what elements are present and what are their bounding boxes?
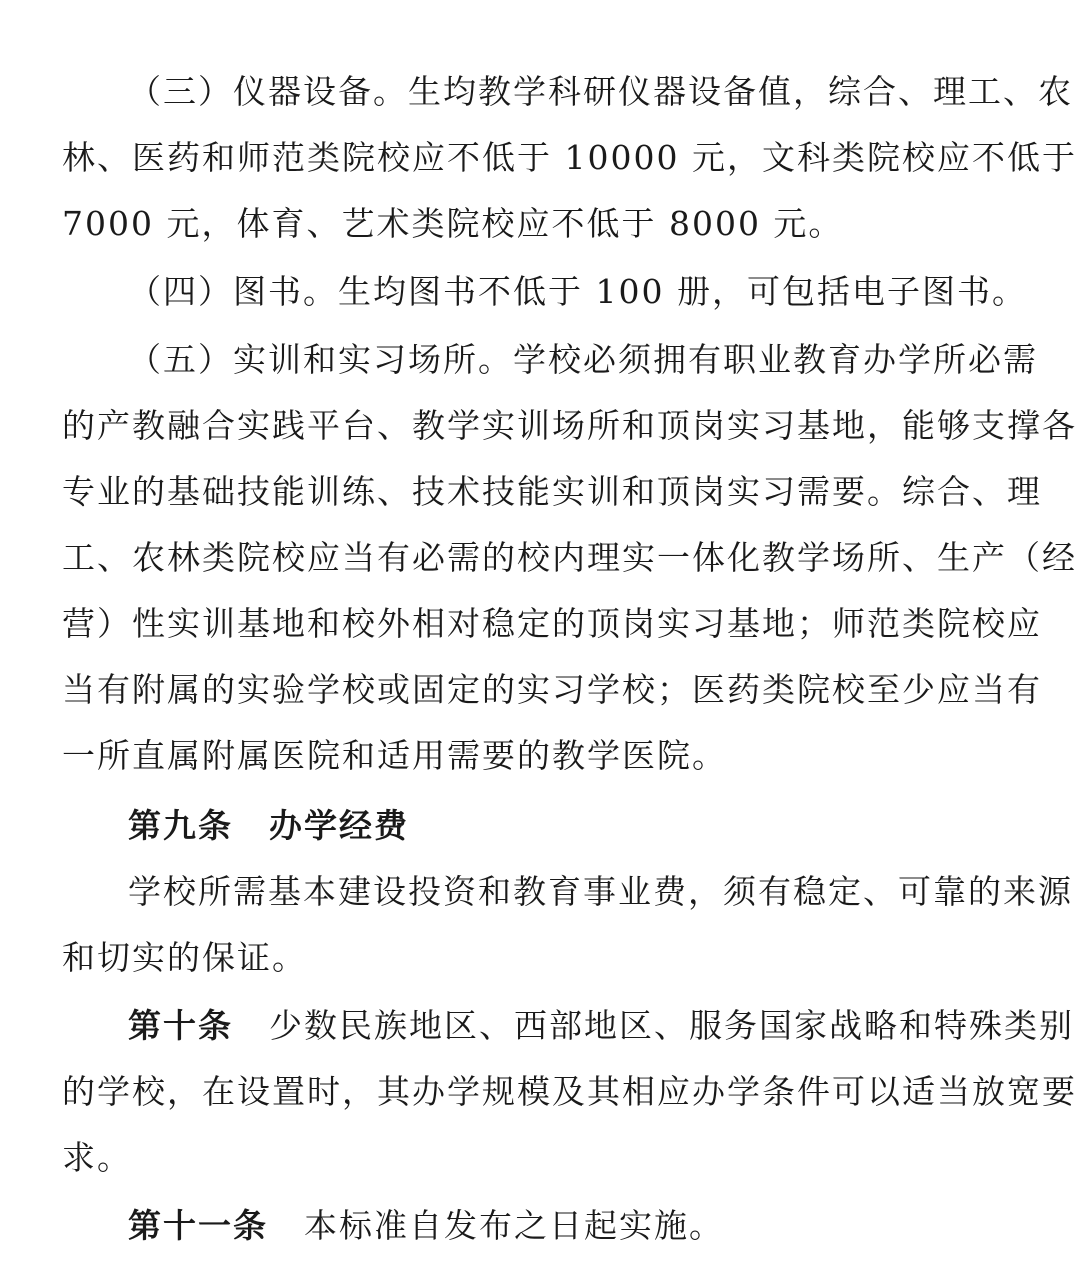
article-11-heading: 第十一条 bbox=[128, 1206, 268, 1245]
article-9-title: 办学经费 bbox=[269, 806, 409, 845]
article-10-first-line: 少数民族地区、西部地区、服务国家战略和特殊类别 bbox=[269, 1006, 1074, 1045]
article-9-heading: 第九条 bbox=[128, 806, 233, 845]
para-5-line-5: 营）性实训基地和校外相对稳定的顶岗实习基地；师范类院校应 bbox=[62, 604, 1042, 643]
para-4-line-1: （四）图书。生均图书不低于 100 册，可包括电子图书。 bbox=[128, 272, 1027, 311]
article-9-heading-line bbox=[128, 804, 1032, 848]
article-10-line-3: 求。 bbox=[62, 1138, 132, 1177]
para-5-line-3: 专业的基础技能训练、技术技能实训和顶岗实习需要。综合、理 bbox=[62, 472, 1042, 511]
article-11-text: 本标准自发布之日起实施。 bbox=[304, 1206, 724, 1245]
para-5-line-6: 当有附属的实验学校或固定的实习学校；医药类院校至少应当有 bbox=[62, 670, 1042, 709]
para-3-line-2: 林、医药和师范类院校应不低于 10000 元，文科类院校应不低于 bbox=[62, 138, 1077, 177]
article-10-heading: 第十条 bbox=[128, 1006, 233, 1045]
para-3-line-1: （三）仪器设备。生均教学科研仪器设备值，综合、理工、农 bbox=[128, 72, 1073, 111]
article-11-line bbox=[128, 1204, 1032, 1248]
para-3-line-3: 7000 元，体育、艺术类院校应不低于 8000 元。 bbox=[62, 204, 844, 243]
para-5-line-4: 工、农林类院校应当有必需的校内理实一体化教学场所、生产（经 bbox=[62, 538, 1077, 577]
para-5-line-2: 的产教融合实践平台、教学实训场所和顶岗实习基地，能够支撑各 bbox=[62, 406, 1077, 445]
para-5-line-7: 一所直属附属医院和适用需要的教学医院。 bbox=[62, 736, 727, 775]
article-10-line-1 bbox=[128, 1004, 1074, 1048]
article-9-line-2: 和切实的保证。 bbox=[62, 938, 307, 977]
article-10-line-2: 的学校，在设置时，其办学规模及其相应办学条件可以适当放宽要 bbox=[62, 1072, 1077, 1111]
article-9-line-1: 学校所需基本建设投资和教育事业费，须有稳定、可靠的来源 bbox=[128, 872, 1073, 911]
para-5-line-1: （五）实训和实习场所。学校必须拥有职业教育办学所必需 bbox=[128, 340, 1038, 379]
